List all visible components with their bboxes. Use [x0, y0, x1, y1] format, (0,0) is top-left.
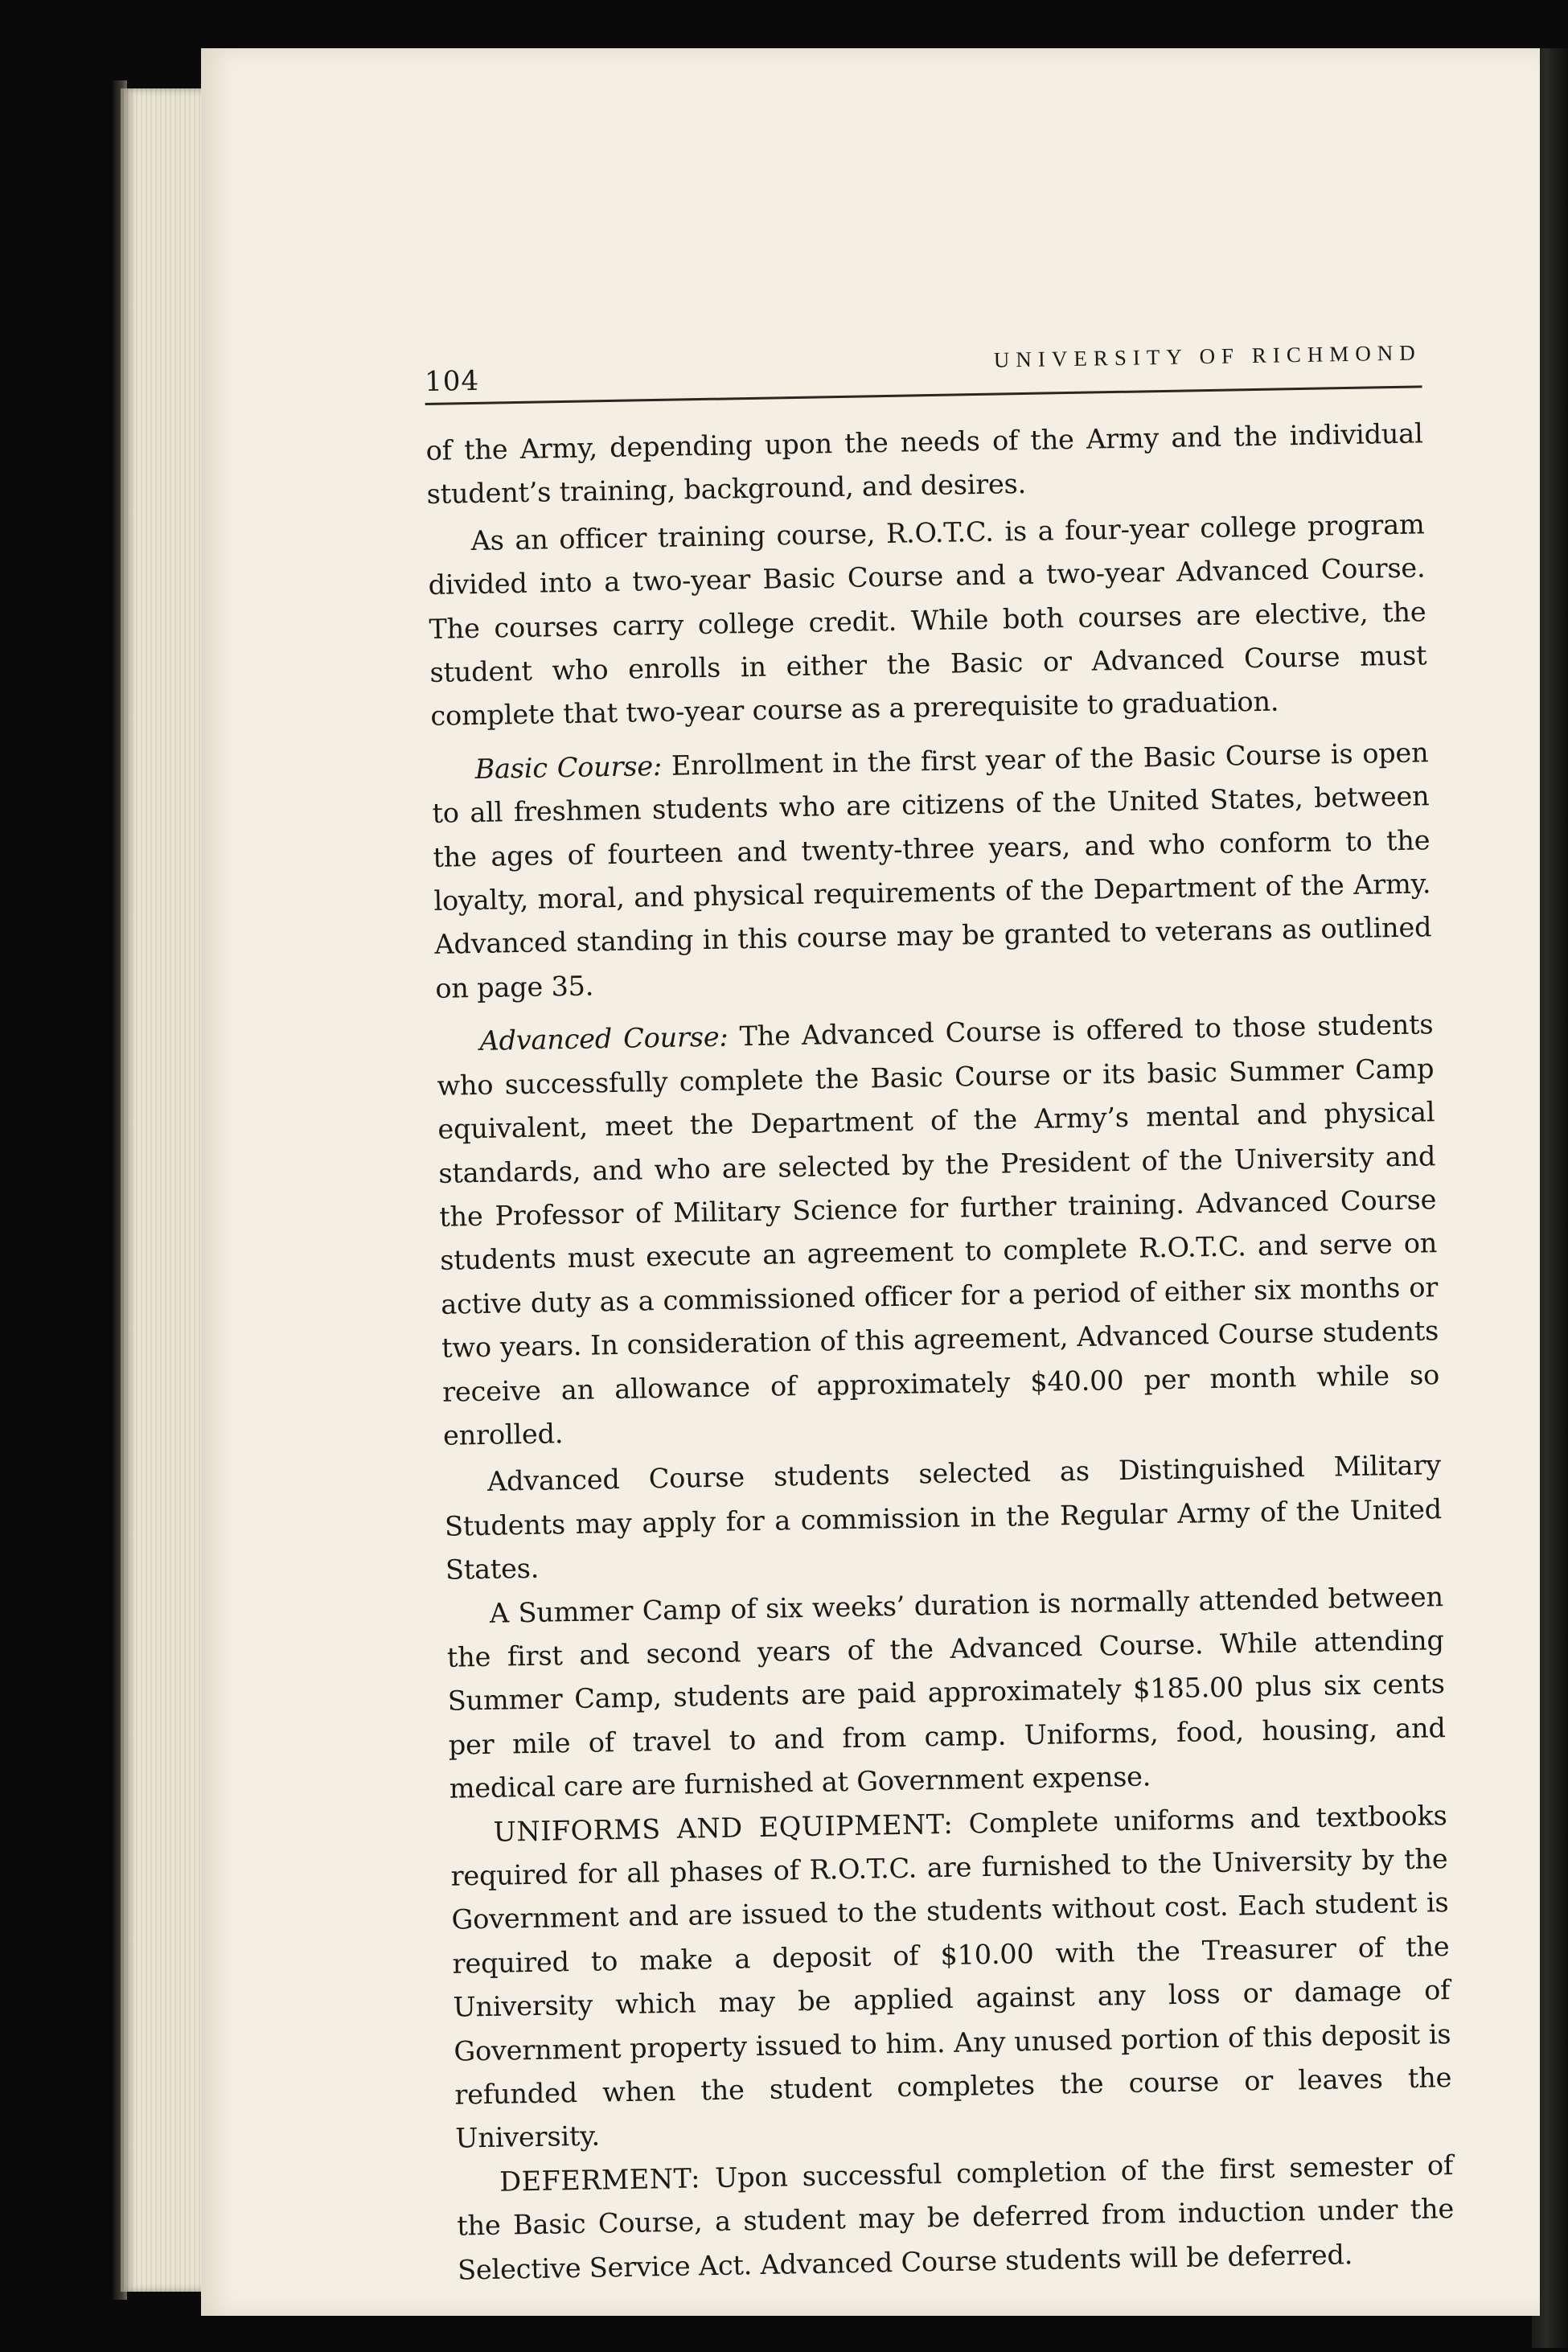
paragraph-deferment [456, 2144, 1455, 2292]
running-head-title: UNIVERSITY OF RICHMOND [993, 340, 1422, 372]
paragraph-lead: Advanced Course: [479, 1020, 729, 1057]
paragraph-text: Enrollment in the first year of the Basic Course is open to all freshmen students who are citizens of the United States, between the ages of fourteen and twenty-three years, and who conform to the loyalty, moral, and physical requirements of the Department of the Army. Advanced standing in this course may be granted to veterans as outlined on page 35. [432, 737, 1432, 1004]
paragraph-summer-camp [445, 1575, 1447, 1812]
page-number: 104 [424, 364, 480, 398]
paragraph-rotc-overview [427, 503, 1428, 739]
paragraph-lead: UNIFORMS AND EQUIPMENT: [493, 1808, 954, 1848]
paragraph-text: Upon successful completion of the first semester of the Basic Course, a student may be deferred from induction under the Selective Service Act. Advanced Course students will be deferred. [456, 2149, 1455, 2286]
body-text [425, 412, 1455, 2292]
paragraph-text: The Advanced Course is offered to those students who successfully complete the Basic Course or its basic Summer Camp equivalent, meet the Department of the Army’s mental and physical standards, and who are selected by the President of the University and the Professor of Military Science for further training. Advanced Course students must execute an agreement to complete R.O.T.C. and serve on active duty as a commissioned officer for a period of either six months or two years. In consideration of this agreement, Advanced Course students receive an allowance of approximately $40.00 per month while so enrolled. [437, 1008, 1440, 1451]
page-content [424, 308, 1455, 2292]
paragraph-continuation [425, 412, 1424, 516]
paragraph-text: Complete uniforms and textbooks required for all phases of R.O.T.C. are furnished to the University by the Government and are issued to the students without cost. Each student is required to make a deposit of $10.00 with the Treasurer of the University which may be applied against any loss or damage of Government property issued to him. Any unused portion of this deposit is refunded when the student completes the course or leaves the University. [450, 1799, 1452, 2155]
paragraph-lead: Basic Course: [474, 749, 663, 785]
paragraph-lead: DEFERMENT: [499, 2162, 701, 2198]
paragraph-text: of the Army, depending upon the needs of the Army and the individual student’s training, background, and desires. [425, 417, 1423, 511]
paragraph-text: As an officer training course, R.O.T.C. is a four-year college program divided into a two-year Basic Course and a two-year Advanced Course. The courses carry college credit. While both courses are elective, the student who enrolls in either the Basic or Advanced Course must complete that two-year course as a prerequisite to graduation. [428, 508, 1427, 733]
paragraph-basic-course [431, 731, 1433, 1011]
paragraph-uniforms [449, 1794, 1452, 2161]
paragraph-text: Advanced Course students selected as Distinguished Military Students may apply for a commission in the Regular Army of the United States. [444, 1449, 1443, 1586]
paragraph-advanced-course [436, 1004, 1440, 1459]
book-page [201, 48, 1540, 2316]
paragraph-distinguished-students [444, 1443, 1443, 1592]
paragraph-text: A Summer Camp of six weeks’ duration is normally attended between the first and second years of the Advanced Course. While attending Summer Camp, students are paid approximately $185.00 plus six cents per mile of travel to and from camp. Uniforms, food, housing, and medical care are furnished at Government expense. [446, 1580, 1446, 1804]
running-head [424, 308, 1422, 405]
